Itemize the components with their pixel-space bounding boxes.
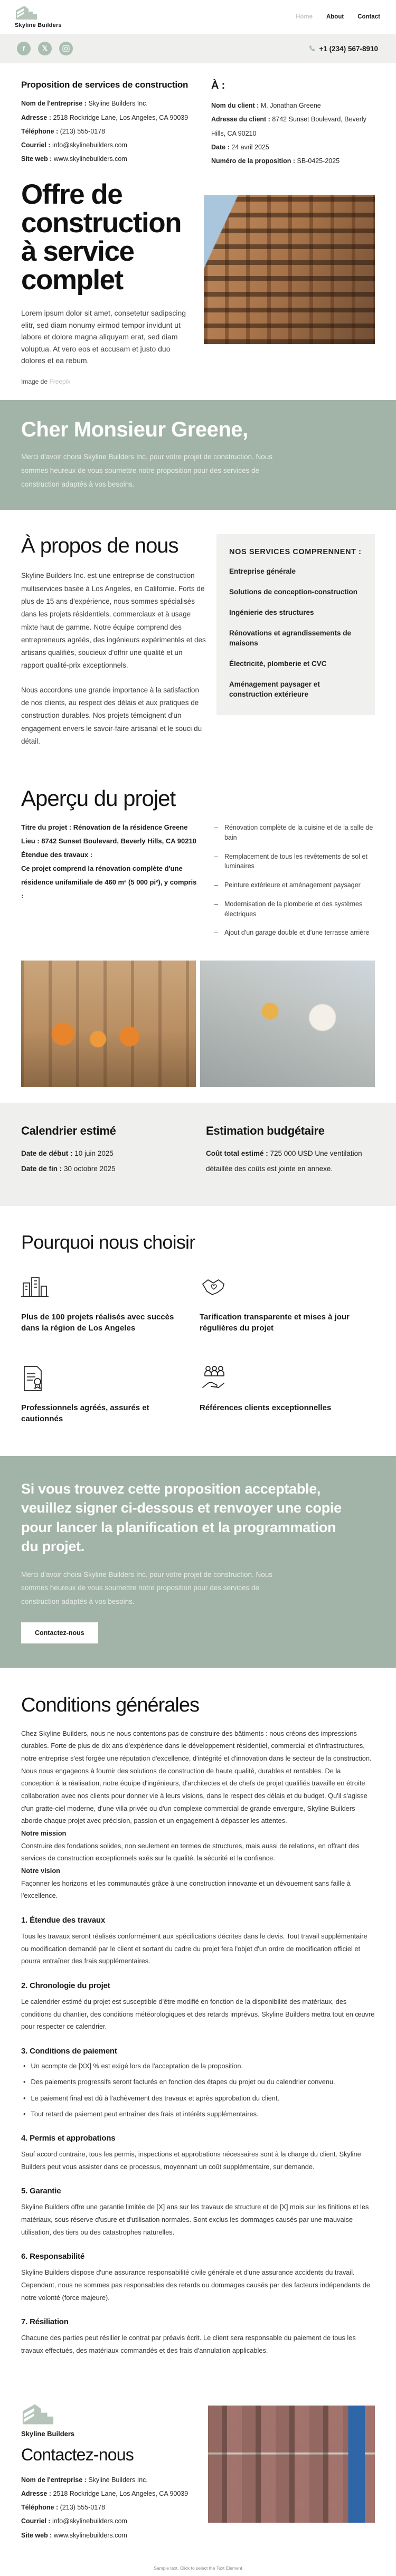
company-name-value: Skyline Builders Inc. [88, 100, 148, 108]
vision-text: Façonner les horizons et les communautés grâce à une construction innovante et un dévouement sans faille à l'excellence. [21, 1879, 351, 1900]
payment-bullet-list [23, 2061, 375, 2120]
proposal-number-label: Numéro de la proposition : [211, 157, 296, 165]
why-title: Pourquoi nous choisir [21, 1231, 195, 1253]
client-address-value: 8742 Sunset Boulevard, Beverly Hills, CA 90210 [211, 116, 366, 137]
project-title: Aperçu du projet [21, 786, 176, 811]
terms-intro: Chez Skyline Builders, nous ne nous contentons pas de construire des bâtiments : nous créons des impressions durables. Forte de plus de dix ans d'expérience dans le développement résidentiel, commercial et d'infrastructures, notre entreprise s'est forgée une réputation d'excellence, d'intégrité et d'innovation dans le secteur de la construction. Nous nous engageons à fournir des solutions de construction de haute qualité, durables et rentables. De la conception à la réalisation, notre équipe d'ingénieurs, d'architectes et de chefs de projet qualifiés travaille en étroite collaboration avec nos clients pour donner vie à leurs visions, dans le respect des délais et du budget. Qu'il s'agisse d'un gratte-ciel moderne, d'une villa privée ou d'un complexe commercial de grande envergure, Skyline Builders aborde chaque projet avec précision, passion et un engagement à dépasser les attentes. [21, 1729, 372, 1825]
footer-brand-name: Skyline Builders [21, 2429, 75, 2438]
hero-section [0, 173, 396, 400]
about-paragraph-1: Skyline Builders Inc. est une entreprise de construction multiservices basée à Los Angeles, en Californie. Forts de plus de 15 ans d'expérience, nous sommes spécialisés dans les projets résidentiels, commerciaux et à usage mixte haut de gamme. Notre équipe comprend des entrepreneurs agréés, des ingénieurs expérimentés et des artisans qualifiés, soucieux d'offrir une qualité et un rapport qualité-prix exceptionnels. [21, 572, 206, 670]
greeting-band [0, 400, 396, 510]
budget-block [206, 1124, 375, 1176]
vision-label: Notre vision [21, 1866, 60, 1875]
footer-website-value: www.skylinebuilders.com [53, 2531, 127, 2539]
terms-section-title: 7. Résiliation [21, 2317, 69, 2327]
x-icon[interactable]: 𝕏 [38, 42, 52, 55]
company-website-value: www.skylinebuilders.com [53, 155, 127, 163]
from-block [21, 79, 195, 168]
feature-references [200, 1364, 375, 1424]
total-cost-value: 725 000 USD Une ventilation détaillée des coûts est jointe en annexe. [206, 1149, 362, 1173]
hero-title: Offre de construction à service complet [21, 179, 181, 296]
schedule-budget-section [0, 1103, 396, 1206]
terms-title: Conditions générales [21, 1694, 200, 1716]
footer-website-label: Site web : [21, 2531, 52, 2539]
date-value: 24 avril 2025 [231, 143, 269, 151]
terms-section-title: 3. Conditions de paiement [21, 2046, 117, 2056]
terms-section-body: Sauf accord contraire, tous les permis, inspections et approbations nécessaires sont à la charge du client. Skyline Builders peut vous assister dans ce processus, moyennant un coût supplémentaire, sur demande. [21, 2150, 361, 2171]
feature-text: Professionnels agréés, assurés et cautionnés [21, 1403, 149, 1423]
company-phone-value: (213) 555-0178 [60, 127, 106, 135]
company-address-label: Adresse : [21, 113, 51, 121]
nav-about[interactable]: About [326, 14, 344, 20]
total-cost-label: Coût total estimé : [206, 1149, 268, 1158]
construction-crew-image [21, 961, 196, 1087]
payment-bullet: • Le paiement final est dû à l'achèvement des travaux et après approbation du client. [23, 2093, 375, 2104]
brand-name: Skyline Builders [15, 22, 62, 28]
buildings-icon [21, 1273, 200, 1300]
scope-item: – Remplacement de tous les revêtements de sol et luminaires [214, 852, 375, 872]
service-item: Aménagement paysager et construction extérieure [229, 680, 320, 698]
company-phone-label: Téléphone : [21, 127, 59, 135]
about-section [0, 510, 396, 781]
greeting-title: Cher Monsieur Greene, [21, 418, 248, 442]
service-item: Ingénierie des structures [229, 609, 314, 617]
footer-email-value: info@skylinebuilders.com [52, 2517, 127, 2525]
to-block [211, 79, 375, 168]
about-title: À propos de nous [21, 534, 178, 558]
scope-list [214, 821, 375, 947]
terms-section-title: 5. Garantie [21, 2187, 61, 2196]
cta-title: Si vous trouvez cette proposition acceptable, veuillez signer ci-dessous et renvoyer une copie pour lancer la planification et la programmation du projet. [21, 1480, 342, 1555]
feature-text: Plus de 100 projets réalisés avec succès dans la région de Los Angeles [21, 1312, 174, 1333]
services-box [216, 534, 375, 715]
hero-construction-image [204, 195, 375, 344]
company-address-value: 2518 Rockridge Lane, Los Angeles, CA 90039 [53, 113, 188, 121]
project-name-label: Titre du projet : [21, 823, 72, 832]
project-scope-intro: Ce projet comprend la rénovation complète d'une résidence unifamiliale de 460 m² (5 000 pi²), y compris : [21, 864, 197, 900]
to-title: À : [211, 80, 225, 91]
page-header [0, 0, 396, 34]
company-website-label: Site web : [21, 155, 52, 163]
client-name-value: M. Jonathan Greene [260, 102, 321, 109]
from-title: Proposition de services de construction [21, 80, 188, 90]
company-email-value: info@skylinebuilders.com [52, 141, 127, 149]
payment-bullet: • Un acompte de [XX] % est exigé lors de l'acceptation de la proposition. [23, 2061, 375, 2071]
scope-item: – Peinture extérieure et aménagement paysager [214, 880, 375, 890]
building-logo-icon [15, 5, 38, 21]
project-overview-section [0, 781, 396, 1087]
phone-link[interactable] [308, 45, 378, 53]
project-location-value: 8742 Sunset Boulevard, Beverly Hills, CA 90210 [41, 837, 196, 845]
footer-company-label: Nom de l'entreprise : [21, 2476, 87, 2484]
brand-logo[interactable] [15, 5, 62, 28]
proposal-parties [0, 63, 396, 173]
mission-text: Construire des fondations solides, non seulement en termes de structures, mais aussi de relations, en offrant des services de construction exceptionnels axés sur la qualité, la sécurité et la confiance. [21, 1841, 360, 1862]
terms-section-title: 1. Étendue des travaux [21, 1915, 105, 1925]
terms-section-title: 2. Chronologie du projet [21, 1981, 110, 1990]
client-address-label: Adresse du client : [211, 116, 270, 123]
workers-plans-image [200, 961, 375, 1087]
footer-email-label: Courriel : [21, 2517, 51, 2525]
handshake-icon [200, 1273, 375, 1300]
service-item: Solutions de conception-construction [229, 588, 357, 596]
footer-company-value: Skyline Builders Inc. [88, 2476, 148, 2484]
end-date-value: 30 octobre 2025 [64, 1164, 116, 1173]
about-paragraph-2: Nous accordons une grande importance à la satisfaction de nos clients, au respect des délais et aux pratiques de construction durables. Nos projets témoignent d'un engagement envers le savoir-faire artisanal et le souci du détail. [21, 686, 202, 745]
footer-section [0, 2378, 396, 2558]
terms-section-body: Skyline Builders dispose d'une assurance responsabilité civile générale et d'une assurance accidents du travail. Cependant, nous ne sommes pas responsables des retards ou dommages causés par des facteurs indépendants de notre volonté (force majeure). [21, 2268, 370, 2302]
feature-projects [21, 1273, 200, 1334]
footer-phone-label: Téléphone : [21, 2504, 59, 2512]
budget-title: Estimation budgétaire [206, 1124, 325, 1138]
payment-bullet: • Tout retard de paiement peut entraîner des frais et intérêts supplémentaires. [23, 2109, 375, 2119]
building-logo-icon [21, 2403, 196, 2427]
cta-band [0, 1456, 396, 1668]
feature-licensed [21, 1364, 200, 1424]
client-name-label: Nom du client : [211, 102, 259, 109]
footer-phone-value: (213) 555-0178 [60, 2504, 106, 2512]
feature-pricing [200, 1273, 375, 1334]
terms-section [0, 1668, 396, 2378]
clients-icon [200, 1364, 375, 1391]
service-item: Électricité, plomberie et CVC [229, 659, 327, 668]
scope-item: – Rénovation complète de la cuisine et de la salle de bain [214, 823, 375, 843]
certificate-icon [21, 1364, 200, 1391]
feature-text: Tarification transparente et mises à jour régulières du projet [200, 1312, 350, 1333]
terms-section-title: 6. Responsabilité [21, 2252, 84, 2261]
nav-home[interactable]: Home [296, 14, 313, 20]
proposal-number-value: SB-0425-2025 [297, 157, 340, 165]
image-credit-text: Image de [21, 378, 50, 386]
company-name-label: Nom de l'entreprise : [21, 100, 87, 108]
service-item: Rénovations et agrandissements de maisons [229, 629, 352, 647]
footer-address-value: 2518 Rockridge Lane, Los Angeles, CA 90039 [53, 2489, 188, 2497]
scope-item: – Modernisation de la plomberie et des systèmes électriques [214, 899, 375, 919]
scope-item: – Ajout d'un garage double et d'une terrasse arrière [214, 928, 375, 938]
service-item: Entreprise générale [229, 567, 296, 576]
start-date-value: 10 juin 2025 [74, 1149, 114, 1158]
phone-icon [308, 45, 316, 53]
terms-section-title: 4. Permis et approbations [21, 2133, 116, 2143]
terms-section-body: Skyline Builders offre une garantie limitée de [X] ans sur les travaux de structure et de [X] mois sur les finitions et les matériaux, sous réserve d'usure et d'utilisation normales. Sont exclus les dommages causés par une mauvaise utilisation, des tiers ou des catastrophes naturelles. [21, 2203, 369, 2236]
footer-construction-image [208, 2406, 375, 2523]
why-choose-section [0, 1206, 396, 1440]
project-location-label: Lieu : [21, 837, 40, 845]
terms-section-body: Le calendrier estimé du projet est susceptible d'être modifié en fonction de la disponibilité des matériaux, des conditions du chantier, des conditions météorologiques et des retards imprévus. Skyline Builders mettra tout en œuvre pour respecter ce calendrier. [21, 1997, 375, 2031]
project-scope-label: Étendue des travaux : [21, 851, 93, 859]
footer-contact-title: Contactez-nous [21, 2445, 134, 2464]
end-date-label: Date de fin : [21, 1164, 62, 1173]
sample-text-note[interactable]: Sample text. Click to select the Text Element [154, 2565, 242, 2571]
services-box-title: NOS SERVICES COMPRENNENT : [229, 548, 362, 557]
terms-section-body: Tous les travaux seront réalisés conformément aux spécifications décrites dans le devis. Tout travail supplémentaire ou modification demandé par le client et sortant du cadre du projet fera l'objet d'un ordre de modification officiel et pourra entraîner des frais supplémentaires. [21, 1932, 367, 1965]
start-date-label: Date de début : [21, 1149, 73, 1158]
contact-us-button[interactable]: Contactez-nous [21, 1622, 98, 1643]
phone-number: +1 (234) 567-8910 [319, 44, 378, 53]
schedule-title: Calendrier estimé [21, 1124, 116, 1138]
instagram-icon[interactable] [59, 42, 73, 55]
facebook-icon[interactable]: f [17, 42, 31, 55]
project-name-value: Rénovation de la résidence Greene [73, 823, 188, 832]
freepik-link[interactable]: Freepik [49, 378, 71, 386]
footer-address-label: Adresse : [21, 2489, 51, 2497]
terms-section-body: Chacune des parties peut résilier le contrat par préavis écrit. Le client sera responsable du paiement de tous les travaux effectués, des matériaux commandés et des frais d'annulation applicables. [21, 2334, 356, 2354]
mission-label: Notre mission [21, 1829, 67, 1837]
nav-contact[interactable]: Contact [357, 14, 380, 20]
contact-topbar [0, 34, 396, 63]
cta-paragraph: Merci d'avoir choisi Skyline Builders Inc. pour votre projet de construction. Nous sommes heureux de vous soumettre notre proposition pour des services de construction adaptés à vos besoins. [21, 1570, 273, 1605]
company-email-label: Courriel : [21, 141, 51, 149]
greeting-paragraph: Merci d'avoir choisi Skyline Builders Inc. pour votre projet de construction. Nous sommes heureux de vous soumettre notre proposition pour des services de construction adaptés à vos besoins. [21, 453, 273, 488]
payment-bullet: • Des paiements progressifs seront facturés en fonction des étapes du projet ou du calendrier convenu. [23, 2077, 375, 2087]
feature-text: Références clients exceptionnelles [200, 1403, 332, 1412]
main-nav [296, 14, 380, 20]
hero-paragraph: Lorem ipsum dolor sit amet, consetetur sadipscing elitr, sed diam nonumy eirmod tempor invidunt ut labore et dolore magna aliquyam erat, sed diam voluptua. At vero eos et accusam et justo duo dolores et ea rebum. [21, 309, 186, 365]
social-links [17, 42, 73, 55]
date-label: Date : [211, 143, 230, 151]
schedule-block [21, 1124, 190, 1176]
